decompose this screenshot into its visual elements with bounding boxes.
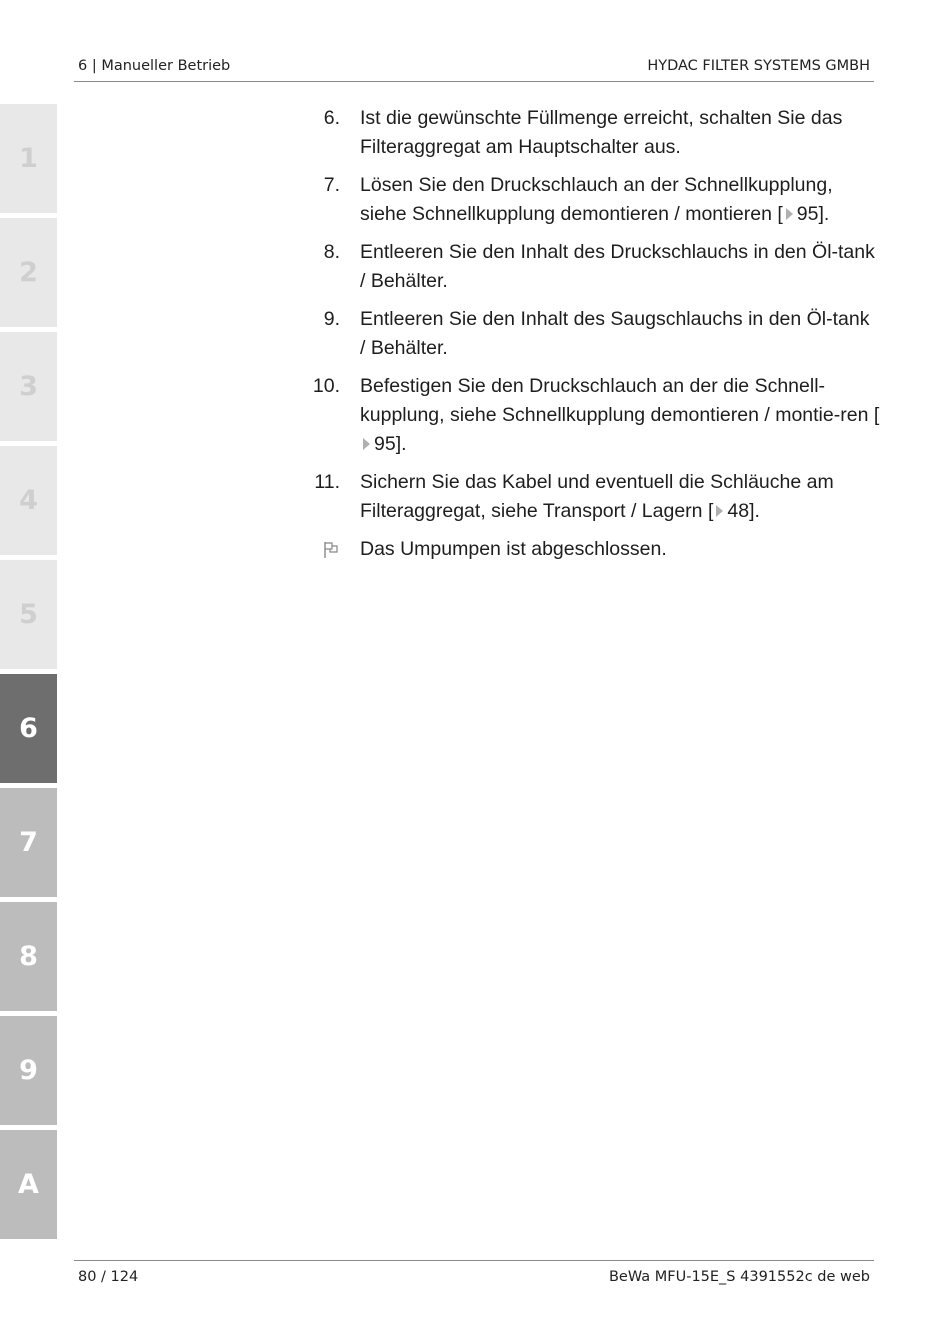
step-number: 11. xyxy=(314,471,340,493)
step-11 xyxy=(300,468,880,526)
page-ref-icon xyxy=(363,438,370,450)
page-footer xyxy=(74,1260,874,1291)
chapter-tab-3[interactable]: 3 xyxy=(0,332,57,441)
result-text: Das Umpumpen ist abgeschlossen. xyxy=(360,538,667,560)
flag-icon xyxy=(322,541,340,559)
step-text: Befestigen Sie den Druckschlauch an der die Schnell-kupplung, siehe Schnellkupplung demontieren / montie-ren [ xyxy=(360,375,880,426)
chapter-tab-8[interactable]: 8 xyxy=(0,902,57,1011)
step-6 xyxy=(300,104,880,162)
step-8 xyxy=(300,238,880,296)
step-number: 10. xyxy=(312,375,340,397)
step-10 xyxy=(300,372,880,459)
step-7 xyxy=(300,171,880,229)
step-number: 8. xyxy=(323,241,340,263)
page-number: 80 / 124 xyxy=(78,1269,139,1285)
chapter-tab-4[interactable]: 4 xyxy=(0,446,57,555)
document-id: BeWa MFU-15E_S 4391552c de web xyxy=(608,1269,870,1285)
chapter-tab-1[interactable]: 1 xyxy=(0,104,57,213)
step-number: 6. xyxy=(323,107,340,129)
page-ref-link[interactable]: 48 xyxy=(727,500,750,522)
step-text: Sichern Sie das Kabel und eventuell die Schläuche am Filteraggregat, siehe Transport / Lagern [ xyxy=(360,471,834,522)
chapter-tab-9[interactable]: 9 xyxy=(0,1016,57,1125)
chapter-tab-5[interactable]: 5 xyxy=(0,560,57,669)
chapter-tabs xyxy=(0,104,57,1244)
chapter-tab-7[interactable]: 7 xyxy=(0,788,57,897)
step-number: 7. xyxy=(323,174,340,196)
chapter-tab-6[interactable]: 6 xyxy=(0,674,57,783)
instruction-list xyxy=(300,104,880,573)
page-ref-icon xyxy=(786,208,793,220)
step-text-tail: ]. xyxy=(818,203,830,225)
step-text: Ist die gewünschte Füllmenge erreicht, schalten Sie das Filteraggregat am Hauptschalter aus. xyxy=(360,107,843,158)
company-name: HYDAC FILTER SYSTEMS GMBH xyxy=(647,58,870,74)
step-text-tail: ]. xyxy=(395,433,407,455)
page-ref-link[interactable]: 95 xyxy=(796,203,819,225)
chapter-tab-2[interactable]: 2 xyxy=(0,218,57,327)
chapter-title: 6 | Manueller Betrieb xyxy=(78,58,231,74)
page-ref-link[interactable]: 95 xyxy=(374,433,396,455)
step-text-tail: ]. xyxy=(749,500,760,522)
result-line xyxy=(300,535,880,564)
step-9 xyxy=(300,305,880,363)
step-text: Entleeren Sie den Inhalt des Druckschlauchs in den Öl-tank / Behälter. xyxy=(360,241,875,292)
chapter-tab-a[interactable]: A xyxy=(0,1130,57,1239)
step-text: Entleeren Sie den Inhalt des Saugschlauchs in den Öl-tank / Behälter. xyxy=(360,308,870,359)
step-number: 9. xyxy=(323,308,340,330)
page-header xyxy=(74,56,874,82)
page-ref-icon xyxy=(716,505,723,517)
step-text: Lösen Sie den Druckschlauch an der Schnellkupplung, siehe Schnellkupplung demontieren / montieren [ xyxy=(360,174,833,225)
